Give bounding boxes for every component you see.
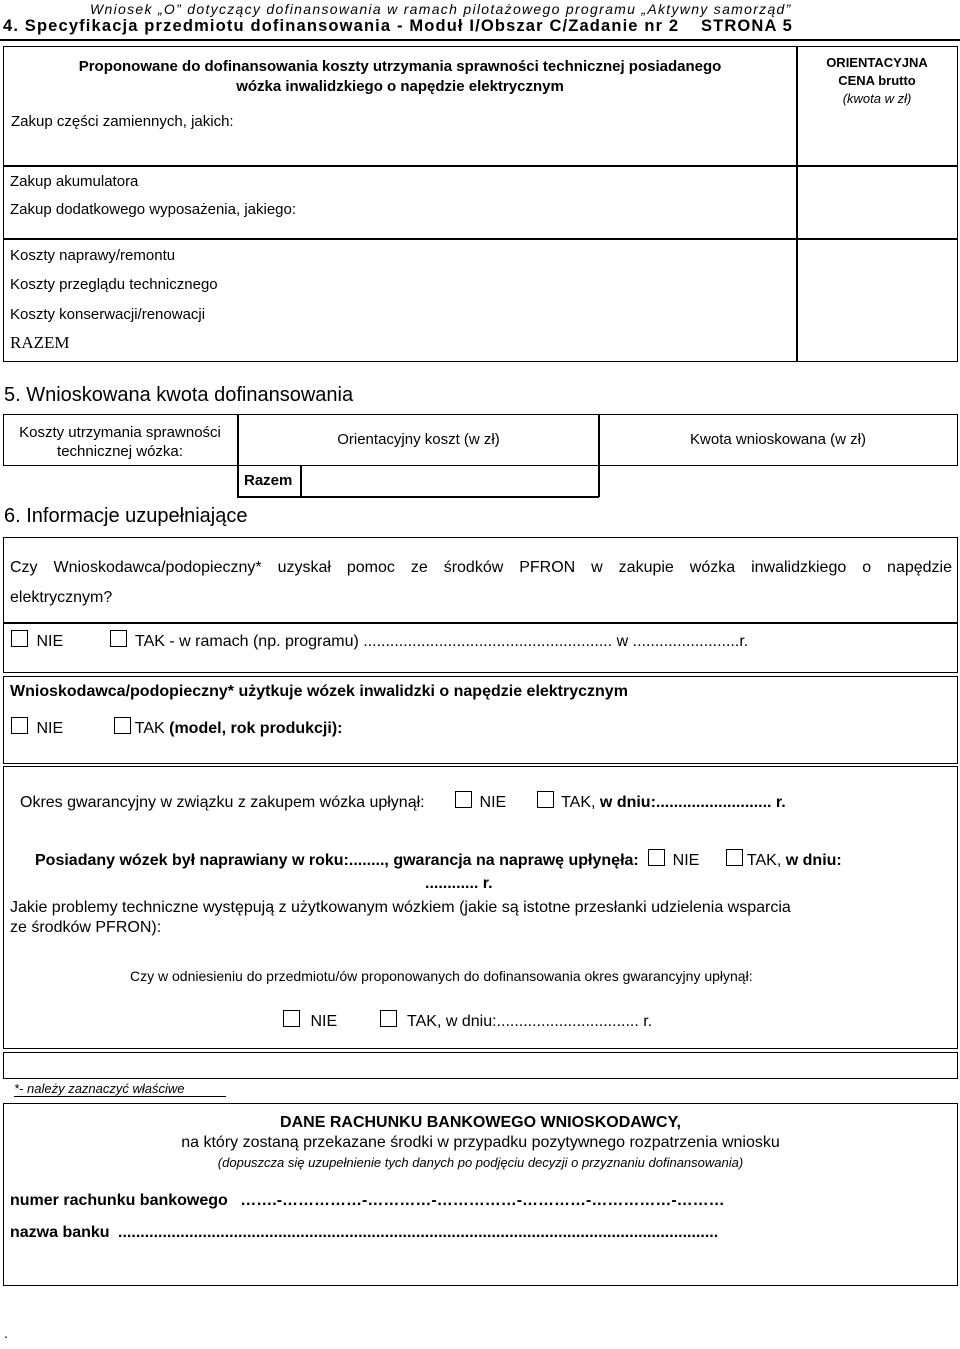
repair-warranty-yes-checkbox[interactable] <box>726 849 743 866</box>
technical-problems-question <box>10 898 791 938</box>
pfron-question-line2: elektrycznym? <box>10 589 113 606</box>
table-row-divider <box>3 165 958 167</box>
bank-details-title: DANE RACHUNKU BANKOWEGO WNIOSKODAWCY, <box>280 1114 681 1131</box>
proposed-warranty-options <box>283 1010 652 1031</box>
wheelchair-yes-checkbox[interactable] <box>114 717 131 734</box>
warranty-yes-checkbox[interactable] <box>537 791 554 808</box>
account-number-row <box>10 1192 725 1210</box>
proposed-no-label: NIE <box>310 1013 338 1030</box>
table-column-divider <box>237 414 239 497</box>
battery-row-label: Zakup akumulatora <box>10 173 139 190</box>
pfron-no-checkbox[interactable] <box>11 630 28 647</box>
pfron-help-divider <box>3 622 958 624</box>
warranty-question-text: Okres gwarancyjny w związku z zakupem wózka upłynął: <box>20 794 425 811</box>
form-running-title: Wniosek „O” dotyczący dofinansowania w ramach pilotażowego programu „Aktywny samorząd” <box>90 1 792 17</box>
proposed-yes-checkbox[interactable] <box>380 1010 397 1027</box>
bank-name-row <box>10 1224 718 1242</box>
bank-name-field[interactable]: ....................................................................................................................................... <box>118 1224 719 1241</box>
price-header-line1: ORIENTACYJNA <box>826 55 928 70</box>
bank-details-note: (dopuszcza się uzupełnienie tych danych po podjęciu decyzji o przyznaniu dofinansowania) <box>217 1155 744 1170</box>
table-row-divider <box>3 238 958 240</box>
costs-header-line1: Koszty utrzymania sprawności <box>19 424 221 441</box>
repair-warranty-date-field[interactable]: ............ r. <box>425 875 493 892</box>
price-header-line3: (kwota w zł) <box>842 91 912 106</box>
section-title <box>3 17 793 36</box>
bank-details-heading <box>5 1113 956 1173</box>
table-column-divider <box>598 414 600 497</box>
repair-row-label: Koszty naprawy/remontu <box>10 247 176 264</box>
pfron-question-line1: Czy Wnioskodawca/podopieczny* uzyskał pomoc ze środków PFRON w zakupie wózka inwalidzkiego o napędzie <box>10 559 952 576</box>
account-number-label: numer rachunku bankowego <box>10 1192 228 1209</box>
repair-warranty-no-checkbox[interactable] <box>648 849 665 866</box>
table-column-divider <box>300 466 302 497</box>
price-column-header <box>798 54 956 108</box>
wheelchair-usage-question: Wnioskodawca/podopieczny* użytkuje wózek inwalidzki o napędzie elektrycznym <box>10 683 628 700</box>
costs-column-header <box>5 423 235 461</box>
repair-history-question <box>35 849 842 870</box>
proposed-no-checkbox[interactable] <box>283 1010 300 1027</box>
proposal-heading-line2: wózka inwalidzkiego o napędzie elektrycznym <box>236 78 564 95</box>
wheelchair-no-label: NIE <box>36 720 64 737</box>
bank-details-subtitle: na który zostaną przekazane środki w przypadku pozytywnego rozpatrzenia wniosku <box>181 1134 780 1151</box>
page-label: STRONA 5 <box>700 17 793 35</box>
proposed-warranty-question: Czy w odniesieniu do przedmiotu/ów proponowanych do dofinansowania okres gwarancyjny upłynął: <box>130 968 753 984</box>
inspection-row-label: Koszty przeglądu technicznego <box>10 276 218 293</box>
proposal-heading-line1: Proponowane do dofinansowania koszty utrzymania sprawności technicznej posiadanego <box>78 58 722 75</box>
repair-warranty-date-label: w dniu: <box>785 852 842 869</box>
estimated-cost-column-header: Orientacyjny koszt (w zł) <box>337 431 500 448</box>
technical-problems-line2: ze środków PFRON): <box>10 919 162 936</box>
page-end-mark: . <box>4 1325 8 1341</box>
razem-total-label: Razem <box>244 472 293 489</box>
wheelchair-model-label: (model, rok produkcji): <box>169 720 343 737</box>
pfron-yes-label: TAK - w ramach (np. programu) ........................................................ w ........................r. <box>135 633 749 650</box>
header-divider <box>0 39 960 41</box>
total-row-label: RAZEM <box>10 333 70 352</box>
spare-parts-label: Zakup części zamiennych, jakich: <box>11 113 234 130</box>
spacer-box <box>3 1052 958 1079</box>
repair-history-text: Posiadany wózek był naprawiany w roku:........, gwarancja na naprawę upłynęła: <box>35 852 639 869</box>
footnote-rule <box>14 1096 226 1097</box>
wheelchair-no-checkbox[interactable] <box>11 717 28 734</box>
wheelchair-usage-options <box>11 717 342 738</box>
section-title-text: 4. Specyfikacja przedmiotu dofinansowania - Moduł I/Obszar C/Zadanie nr 2 <box>3 17 680 35</box>
table-row-divider <box>237 496 599 498</box>
technical-problems-line1: Jakie problemy techniczne występują z użytkowanym wózkiem (jakie są istotne przesłanki udzielenia wsparcia <box>10 899 791 916</box>
section5-heading: 5. Wnioskowana kwota dofinansowania <box>4 384 354 406</box>
warranty-no-label: NIE <box>479 794 507 811</box>
requested-amount-column-header: Kwota wnioskowana (w zł) <box>690 431 866 448</box>
warranty-date-field[interactable]: w dniu:.......................... r. <box>599 794 786 811</box>
warranty-no-checkbox[interactable] <box>455 791 472 808</box>
maintenance-row-label: Koszty konserwacji/renowacji <box>10 306 206 323</box>
repair-warranty-no-label: NIE <box>672 852 700 869</box>
bank-name-label: nazwa banku <box>10 1224 110 1241</box>
proposal-heading <box>10 57 790 97</box>
pfron-help-question <box>10 553 952 613</box>
warranty-question <box>20 791 786 812</box>
pfron-help-options <box>11 630 748 651</box>
proposed-yes-label: TAK, w dniu:................................ r. <box>407 1013 653 1030</box>
extra-equipment-row-label: Zakup dodatkowego wyposażenia, jakiego: <box>10 201 297 218</box>
account-number-field[interactable]: …….-……………-…………-……………-…………-……………-……… <box>240 1192 725 1209</box>
costs-header-line2: technicznej wózka: <box>57 443 183 460</box>
repair-warranty-yes-label: TAK, <box>746 852 782 869</box>
price-header-line2: CENA brutto <box>838 73 916 88</box>
footnote: *- należy zaznaczyć właściwe <box>14 1081 185 1096</box>
pfron-yes-checkbox[interactable] <box>110 630 127 647</box>
wheelchair-yes-label: TAK <box>134 720 165 737</box>
warranty-yes-label: TAK, <box>561 794 596 811</box>
section6-heading: 6. Informacje uzupełniające <box>4 505 248 527</box>
pfron-no-label: NIE <box>36 633 64 650</box>
